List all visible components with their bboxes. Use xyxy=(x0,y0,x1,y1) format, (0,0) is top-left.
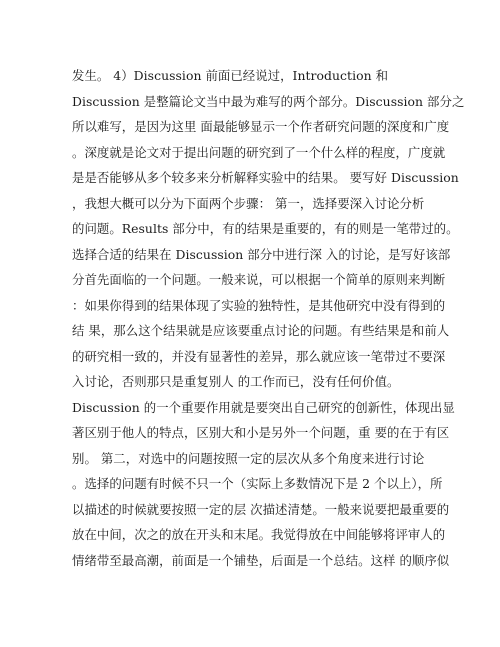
text-line-7: 的问题。Results 部分中，有的结果是重要的，有的则是一笔带过的。 xyxy=(72,221,459,236)
text-line-12: 的研究相一致的，并没有显著性的差异，那么就应该一笔带过不要深 xyxy=(72,348,446,364)
text-line-10: ：如果你得到的结果体现了实验的独特性，是其他研究中没有得到的 xyxy=(72,297,446,313)
text-line-9: 分首先面临的一个问题。一般来说，可以根据一个简单的原则来判断 xyxy=(72,272,446,287)
text-line-6: ，我想大概可以分为下面两个步骤： 第一，选择要深入讨论分析 xyxy=(72,195,425,211)
text-line-14: Discussion 的一个重要作用就是要突出自己研究的创新性，体现出显 xyxy=(72,399,455,415)
text-line-17: 。选择的问题有时候不只一个（实际上多数情况下是 2 个以上），所 xyxy=(72,476,443,491)
document-body xyxy=(72,63,465,573)
text-line-18: 以描述的时候就要按照一定的层 次描述清楚。一般来说要把最重要的 xyxy=(72,501,450,517)
text-line-5: 是是否能够从多个较多来分析解释实验中的结果。 要写好 Discussion xyxy=(72,170,459,185)
text-line-15: 著区别于他人的特点，区别大和小是另外一个问题，重 要的在于有区 xyxy=(72,425,450,440)
text-line-20: 情绪带至最高潮，前面是一个铺垫，后面是一个总结。这样 的顺序似 xyxy=(72,552,450,568)
text-line-3: 所以难写，是因为这里 面最能够显示一个作者研究问题的深度和广度 xyxy=(72,119,450,134)
text-line-11: 结 果，那么这个结果就是应该要重点讨论的问题。有些结果是和前人 xyxy=(72,323,450,338)
text-line-2: Discussion 是整篇论文当中最为难写的两个部分。Discussion 部分之 xyxy=(72,93,465,109)
text-line-4: 。深度就是论文对于提出问题的研究到了一个什么样的程度，广度就 xyxy=(72,144,446,160)
text-line-19: 放在中间，次之的放在开头和末尾。我觉得放在中间能够将评审人的 xyxy=(72,527,446,542)
text-line-13: 入讨论，否则那只是重复别人 的工作而已，没有任何价值。 xyxy=(72,374,400,389)
text-line-8: 选择合适的结果在 Discussion 部分中进行深 入的讨论，是写好该部 xyxy=(72,246,451,262)
text-line-16: 别。 第二，对选中的问题按照一定的层次从多个角度来进行讨论 xyxy=(72,450,425,466)
text-line-1: 发生。 4）Discussion 前面已经说过，Introduction 和 xyxy=(72,68,389,83)
